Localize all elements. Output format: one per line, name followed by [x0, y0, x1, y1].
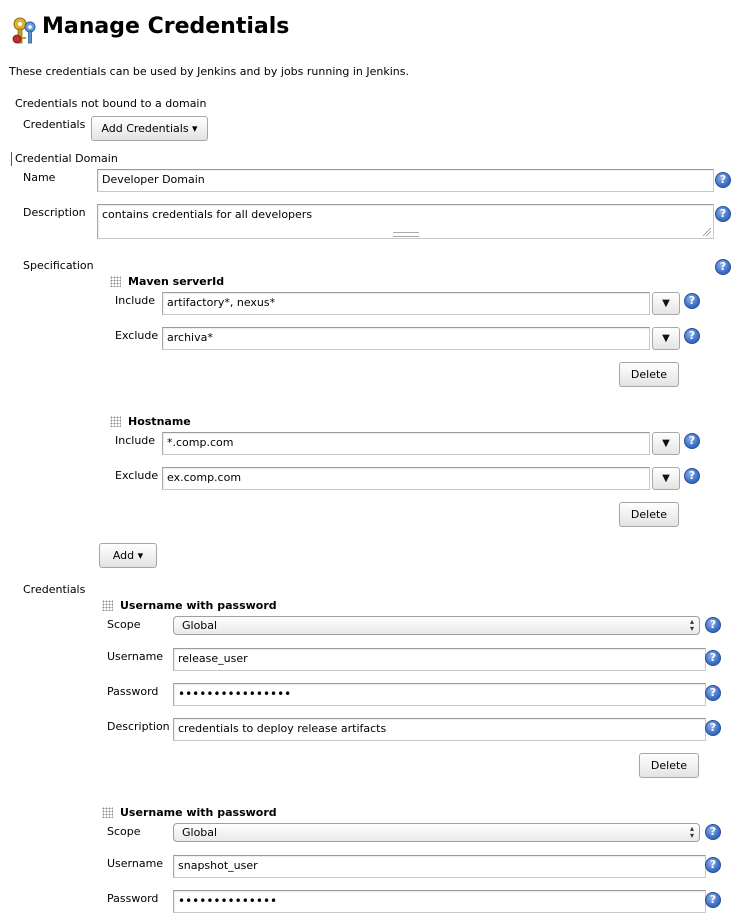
drag-handle-icon[interactable]: [102, 807, 113, 818]
maven-exclude-field[interactable]: archiva*: [162, 327, 650, 350]
add-spec-button[interactable]: Add ▾: [99, 543, 157, 568]
domain-description-field[interactable]: [97, 204, 714, 239]
help-icon[interactable]: ?: [684, 468, 700, 484]
drag-handle-icon[interactable]: [102, 600, 113, 611]
credential-title: Username with password: [120, 599, 277, 612]
password-field[interactable]: ••••••••••••••••: [173, 683, 706, 706]
credentials-label: Credentials: [23, 583, 86, 596]
add-credentials-button[interactable]: Add Credentials ▾: [91, 116, 208, 141]
include-label: Include: [115, 434, 156, 447]
scope-select[interactable]: [173, 616, 700, 635]
drag-handle-icon[interactable]: [110, 276, 121, 287]
domain-description-text: contains credentials for all developers: [102, 208, 313, 221]
textarea-grip[interactable]: [393, 232, 419, 237]
maven-include-field[interactable]: artifactory*, nexus*: [162, 292, 650, 315]
help-icon[interactable]: ?: [705, 824, 721, 840]
chevron-down-icon[interactable]: ▼: [652, 467, 680, 490]
scope-select[interactable]: [173, 823, 700, 842]
username-field[interactable]: release_user: [173, 648, 706, 671]
help-icon[interactable]: ?: [715, 206, 731, 222]
drag-handle-icon[interactable]: [110, 416, 121, 427]
password-label: Password: [107, 892, 159, 905]
page-title: Manage Credentials: [42, 14, 290, 39]
username-field[interactable]: snapshot_user: [173, 855, 706, 878]
scope-value: Global: [182, 619, 218, 632]
delete-spec-button[interactable]: Delete: [619, 502, 679, 527]
domain-name-field[interactable]: Developer Domain: [97, 169, 714, 192]
name-label: Name: [23, 171, 56, 184]
textarea-resize-handle[interactable]: [703, 228, 711, 236]
help-icon[interactable]: ?: [705, 685, 721, 701]
username-label: Username: [107, 650, 164, 663]
section-marker: [11, 152, 12, 166]
credential-description-field[interactable]: credentials to deploy release artifacts: [173, 718, 706, 741]
unbound-heading: Credentials not bound to a domain: [15, 97, 207, 110]
spec-title: Hostname: [128, 415, 191, 428]
credentials-keys-icon: [10, 15, 40, 45]
help-icon[interactable]: ?: [705, 857, 721, 873]
help-icon[interactable]: ?: [684, 293, 700, 309]
help-icon[interactable]: ?: [715, 259, 731, 275]
select-arrows-icon: ▴ ▾: [689, 617, 694, 633]
unbound-credentials-label: Credentials: [23, 118, 86, 131]
credential-title: Username with password: [120, 806, 277, 819]
specification-label: Specification: [23, 259, 94, 272]
help-icon[interactable]: ?: [705, 617, 721, 633]
help-icon[interactable]: ?: [684, 328, 700, 344]
page-intro: These credentials can be used by Jenkins and by jobs running in Jenkins.: [9, 65, 409, 78]
password-label: Password: [107, 685, 159, 698]
help-icon[interactable]: ?: [715, 172, 731, 188]
hostname-include-field[interactable]: *.comp.com: [162, 432, 650, 455]
description-label: Description: [23, 206, 86, 219]
description-label: Description: [107, 720, 170, 733]
include-label: Include: [115, 294, 156, 307]
help-icon[interactable]: ?: [684, 433, 700, 449]
spec-title: Maven serverId: [128, 275, 225, 288]
scope-label: Scope: [107, 618, 141, 631]
select-arrows-icon: ▴ ▾: [689, 824, 694, 840]
help-icon[interactable]: ?: [705, 650, 721, 666]
exclude-label: Exclude: [115, 469, 159, 482]
delete-credential-button[interactable]: Delete: [639, 753, 699, 778]
chevron-down-icon[interactable]: ▼: [652, 292, 680, 315]
username-label: Username: [107, 857, 164, 870]
help-icon[interactable]: ?: [705, 720, 721, 736]
hostname-exclude-field[interactable]: ex.comp.com: [162, 467, 650, 490]
password-field[interactable]: ••••••••••••••: [173, 890, 706, 913]
chevron-down-icon[interactable]: ▼: [652, 327, 680, 350]
help-icon[interactable]: ?: [705, 892, 721, 908]
scope-label: Scope: [107, 825, 141, 838]
exclude-label: Exclude: [115, 329, 159, 342]
credential-domain-heading: Credential Domain: [15, 152, 118, 165]
chevron-down-icon[interactable]: ▼: [652, 432, 680, 455]
delete-spec-button[interactable]: Delete: [619, 362, 679, 387]
scope-value: Global: [182, 826, 218, 839]
